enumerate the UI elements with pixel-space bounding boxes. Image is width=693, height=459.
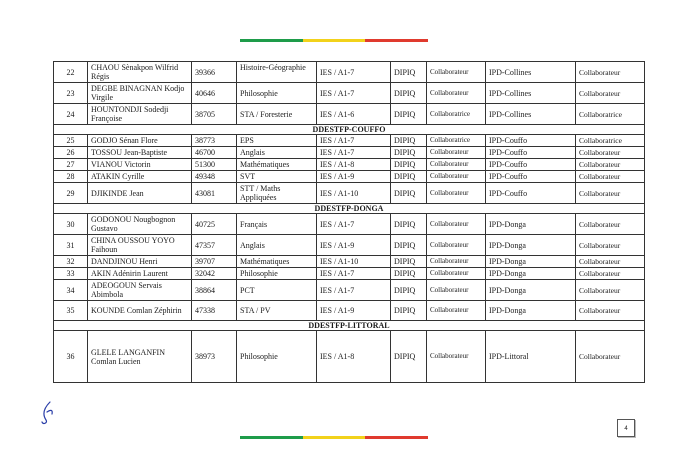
subject: Mathématiques xyxy=(237,159,317,171)
flag-green xyxy=(240,39,303,42)
table-row xyxy=(54,235,645,256)
region-header-row xyxy=(54,125,645,135)
row-number: 24 xyxy=(54,104,88,125)
staff-name: DANDJINOU Henri xyxy=(88,256,192,268)
inspection-office: IPD-Collines xyxy=(486,104,576,125)
grade: IES / A1-7 xyxy=(317,135,391,147)
staff-id: 38705 xyxy=(192,104,237,125)
directorate: DIPIQ xyxy=(391,280,427,301)
grade: IES / A1-10 xyxy=(317,256,391,268)
row-number: 33 xyxy=(54,268,88,280)
staff-id: 47338 xyxy=(192,301,237,321)
directorate: DIPIQ xyxy=(391,268,427,280)
status: Collaborateur xyxy=(427,268,486,280)
staff-name: VIANOU Victorin xyxy=(88,159,192,171)
grade: IES / A1-8 xyxy=(317,331,391,383)
inspection-office: IPD-Collines xyxy=(486,62,576,83)
status: Collaborateur xyxy=(427,301,486,321)
table-row xyxy=(54,62,645,83)
staff-name: AKIN Adénirin Laurent xyxy=(88,268,192,280)
directorate: DIPIQ xyxy=(391,147,427,159)
status: Collaboratrice xyxy=(427,104,486,125)
page-number: 4 xyxy=(617,419,635,437)
staff-name: GODONOU Nougbognon Gustavo xyxy=(88,214,192,235)
staff-name: GLELE LANGANFIN Comlan Lucien xyxy=(88,331,192,383)
table-row xyxy=(54,135,645,147)
row-number: 26 xyxy=(54,147,88,159)
directorate: DIPIQ xyxy=(391,135,427,147)
subject: Philosophie xyxy=(237,83,317,104)
directorate: DIPIQ xyxy=(391,183,427,204)
role: Collaborateur xyxy=(576,62,645,83)
staff-id: 39366 xyxy=(192,62,237,83)
role: Collaboratrice xyxy=(576,104,645,125)
inspection-office: IPD-Donga xyxy=(486,235,576,256)
role: Collaborateur xyxy=(576,171,645,183)
role: Collaborateur xyxy=(576,235,645,256)
subject: STA / Foresterie xyxy=(237,104,317,125)
staff-name: TOSSOU Jean-Baptiste xyxy=(88,147,192,159)
subject: PCT xyxy=(237,280,317,301)
inspection-office: IPD-Couffo xyxy=(486,135,576,147)
grade: IES / A1-10 xyxy=(317,183,391,204)
directorate: DIPIQ xyxy=(391,301,427,321)
inspection-office: IPD-Littoral xyxy=(486,331,576,383)
table-row xyxy=(54,280,645,301)
role: Collaboratrice xyxy=(576,135,645,147)
inspection-office: IPD-Couffo xyxy=(486,147,576,159)
row-number: 28 xyxy=(54,171,88,183)
subject: STA / PV xyxy=(237,301,317,321)
staff-id: 43081 xyxy=(192,183,237,204)
staff-id: 38773 xyxy=(192,135,237,147)
subject: Français xyxy=(237,214,317,235)
region-header: DDESTFP-LITTORAL xyxy=(54,321,645,331)
grade: IES / A1-7 xyxy=(317,214,391,235)
role: Collaborateur xyxy=(576,301,645,321)
flag-green xyxy=(240,436,303,439)
staff-name: ADEOGOUN Servais Abimbola xyxy=(88,280,192,301)
subject: SVT xyxy=(237,171,317,183)
directorate: DIPIQ xyxy=(391,214,427,235)
grade: IES / A1-7 xyxy=(317,280,391,301)
table-row xyxy=(54,183,645,204)
directorate: DIPIQ xyxy=(391,159,427,171)
status: Collaborateur xyxy=(427,235,486,256)
inspection-office: IPD-Donga xyxy=(486,214,576,235)
grade: IES / A1-6 xyxy=(317,104,391,125)
grade: IES / A1-9 xyxy=(317,301,391,321)
directorate: DIPIQ xyxy=(391,235,427,256)
status: Collaborateur xyxy=(427,183,486,204)
status: Collaboratrice xyxy=(427,135,486,147)
role: Collaborateur xyxy=(576,268,645,280)
inspection-office: IPD-Couffo xyxy=(486,171,576,183)
role: Collaborateur xyxy=(576,331,645,383)
grade: IES / A1-7 xyxy=(317,83,391,104)
table-row xyxy=(54,331,645,383)
row-number: 23 xyxy=(54,83,88,104)
row-number: 22 xyxy=(54,62,88,83)
role: Collaborateur xyxy=(576,256,645,268)
role: Collaborateur xyxy=(576,280,645,301)
region-header-row xyxy=(54,204,645,214)
role: Collaborateur xyxy=(576,147,645,159)
subject: Histoire-Géographie xyxy=(237,62,317,83)
status: Collaborateur xyxy=(427,147,486,159)
directorate: DIPIQ xyxy=(391,256,427,268)
role: Collaborateur xyxy=(576,214,645,235)
subject: Anglais xyxy=(237,235,317,256)
staff-id: 39707 xyxy=(192,256,237,268)
staff-id: 40725 xyxy=(192,214,237,235)
flag-stripe-bottom xyxy=(240,436,428,439)
grade: IES / A1-9 xyxy=(317,235,391,256)
subject: Philosophie xyxy=(237,268,317,280)
grade: IES / A1-7 xyxy=(317,147,391,159)
row-number: 27 xyxy=(54,159,88,171)
table-row xyxy=(54,268,645,280)
staff-name: KOUNDE Comlan Zéphirin xyxy=(88,301,192,321)
table-row xyxy=(54,147,645,159)
table-row xyxy=(54,83,645,104)
staff-id: 38973 xyxy=(192,331,237,383)
directorate: DIPIQ xyxy=(391,331,427,383)
subject: STT / Maths Appliquées xyxy=(237,183,317,204)
subject: Philosophie xyxy=(237,331,317,383)
staff-name: HOUNTONDJI Sodedji Françoise xyxy=(88,104,192,125)
row-number: 35 xyxy=(54,301,88,321)
status: Collaborateur xyxy=(427,159,486,171)
flag-red xyxy=(365,39,428,42)
region-header-row xyxy=(54,321,645,331)
inspection-office: IPD-Collines xyxy=(486,83,576,104)
role: Collaborateur xyxy=(576,83,645,104)
status: Collaborateur xyxy=(427,331,486,383)
table-row xyxy=(54,256,645,268)
grade: IES / A1-8 xyxy=(317,159,391,171)
region-header: DDESTFP-COUFFO xyxy=(54,125,645,135)
inspection-office: IPD-Couffo xyxy=(486,183,576,204)
flag-yellow xyxy=(303,436,366,439)
status: Collaborateur xyxy=(427,280,486,301)
status: Collaborateur xyxy=(427,171,486,183)
flag-stripe-top xyxy=(240,39,428,42)
staff-name: DJIKINDE Jean xyxy=(88,183,192,204)
table-row xyxy=(54,104,645,125)
staff-name: ATAKIN Cyrille xyxy=(88,171,192,183)
staff-id: 32042 xyxy=(192,268,237,280)
inspection-office: IPD-Donga xyxy=(486,268,576,280)
row-number: 30 xyxy=(54,214,88,235)
status: Collaborateur xyxy=(427,62,486,83)
staff-id: 49348 xyxy=(192,171,237,183)
subject: Anglais xyxy=(237,147,317,159)
staff-id: 38864 xyxy=(192,280,237,301)
table-row xyxy=(54,214,645,235)
staff-id: 46700 xyxy=(192,147,237,159)
staff-name: DEGBE BINAGNAN Kodjo Virgile xyxy=(88,83,192,104)
flag-red xyxy=(365,436,428,439)
staff-name: GODJO Sénan Flore xyxy=(88,135,192,147)
grade: IES / A1-7 xyxy=(317,268,391,280)
row-number: 32 xyxy=(54,256,88,268)
staff-name: CHINA OUSSOU YOYO Faihoun xyxy=(88,235,192,256)
staff-name: CHAOU Sènakpon Wilfrid Régis xyxy=(88,62,192,83)
directorate: DIPIQ xyxy=(391,104,427,125)
staff-id: 51300 xyxy=(192,159,237,171)
table-body xyxy=(54,62,645,383)
staff-id: 40646 xyxy=(192,83,237,104)
table-row xyxy=(54,159,645,171)
inspection-office: IPD-Donga xyxy=(486,301,576,321)
staff-id: 47357 xyxy=(192,235,237,256)
table-row xyxy=(54,171,645,183)
inspection-office: IPD-Couffo xyxy=(486,159,576,171)
flag-yellow xyxy=(303,39,366,42)
inspection-office: IPD-Donga xyxy=(486,280,576,301)
signature-mark xyxy=(40,400,56,426)
row-number: 29 xyxy=(54,183,88,204)
role: Collaborateur xyxy=(576,183,645,204)
directorate: DIPIQ xyxy=(391,83,427,104)
row-number: 36 xyxy=(54,331,88,383)
status: Collaborateur xyxy=(427,83,486,104)
status: Collaborateur xyxy=(427,256,486,268)
row-number: 31 xyxy=(54,235,88,256)
inspection-office: IPD-Donga xyxy=(486,256,576,268)
row-number: 25 xyxy=(54,135,88,147)
table-row xyxy=(54,301,645,321)
row-number: 34 xyxy=(54,280,88,301)
role: Collaborateur xyxy=(576,159,645,171)
status: Collaborateur xyxy=(427,214,486,235)
directorate: DIPIQ xyxy=(391,171,427,183)
directorate: DIPIQ xyxy=(391,62,427,83)
grade: IES / A1-7 xyxy=(317,62,391,83)
grade: IES / A1-9 xyxy=(317,171,391,183)
staff-table xyxy=(53,61,645,383)
region-header: DDESTFP-DONGA xyxy=(54,204,645,214)
subject: Mathématiques xyxy=(237,256,317,268)
subject: EPS xyxy=(237,135,317,147)
